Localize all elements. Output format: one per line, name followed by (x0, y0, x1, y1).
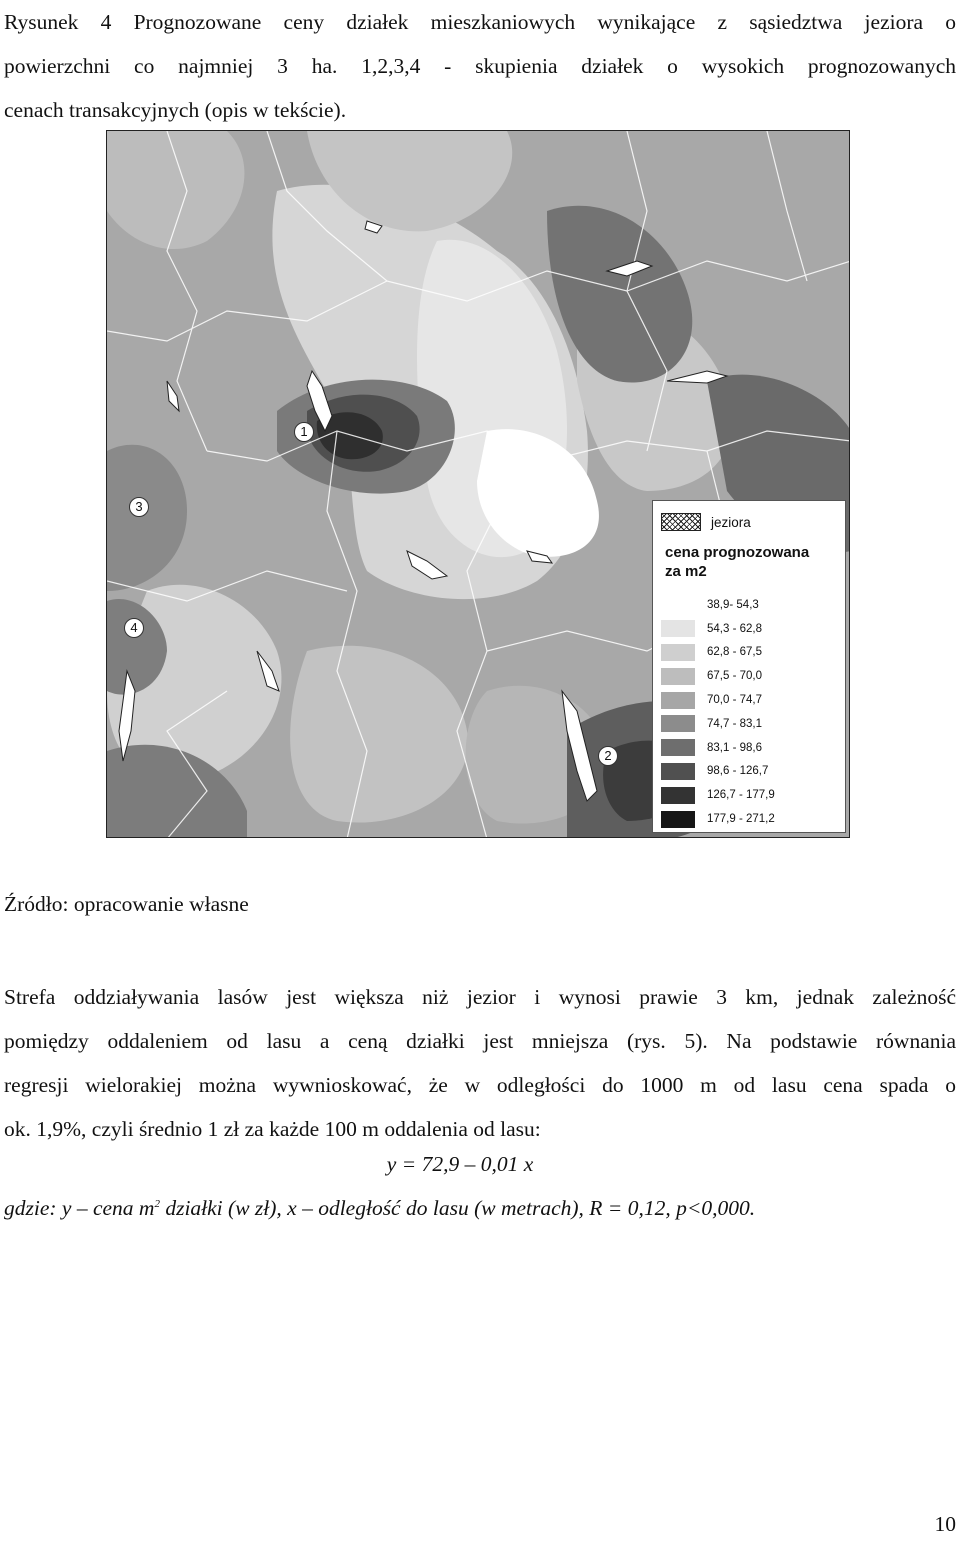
map-legend (652, 500, 846, 833)
caption-line-2: powierzchni co najmniej 3 ha. 1,2,3,4 - skupienia działek o wysokich prognozowanych (4, 54, 956, 78)
legend-class-label: 70,0 - 74,7 (707, 694, 762, 707)
legend-class-label: 38,9- 54,3 (707, 598, 759, 611)
legend-class-label: 126,7 - 177,9 (707, 789, 775, 802)
legend-class-row (661, 593, 775, 617)
legend-title-line-2: za m2 (665, 563, 707, 580)
page-number: 10 (934, 1512, 956, 1536)
legend-class-swatch (661, 668, 695, 685)
equation-explanation (4, 1196, 755, 1221)
legend-class-swatch (661, 763, 695, 780)
legend-class-row (661, 712, 775, 736)
legend-class-swatch (661, 715, 695, 732)
body-paragraph (4, 975, 956, 1151)
body-line-4: ok. 1,9%, czyli średnio 1 zł za każde 100 m oddalenia od lasu: (4, 1117, 541, 1141)
regression-equation: y = 72,9 – 0,01 x (386, 1152, 534, 1176)
legend-class-row (661, 783, 775, 807)
legend-class-label: 67,5 - 70,0 (707, 670, 762, 683)
where-text-after: działki (w zł), x – odległość do lasu (w metrach), R = 0,12, p<0,000. (159, 1196, 756, 1220)
caption-line-1: Rysunek 4 Prognozowane ceny działek mieszkaniowych wynikające z sąsiedztwa jeziora o (4, 10, 956, 34)
legend-class-label: 177,9 - 271,2 (707, 813, 775, 826)
legend-class-row (661, 664, 775, 688)
lakes-hatch-swatch (661, 513, 701, 531)
legend-classes (661, 593, 775, 831)
legend-title-line-1: cena prognozowana (665, 544, 810, 561)
legend-lakes-label: jeziora (711, 514, 751, 530)
legend-lakes (661, 513, 751, 531)
legend-class-swatch (661, 739, 695, 756)
legend-class-swatch (661, 787, 695, 804)
legend-class-label: 83,1 - 98,6 (707, 741, 762, 754)
legend-class-swatch (661, 620, 695, 637)
body-line-2: pomiędzy oddaleniem od lasu a ceną działki jest mniejsza (rys. 5). Na podstawie równania (4, 1029, 956, 1053)
body-line-3: regresji wielorakiej można wywnioskować, że w odległości do 1000 m od lasu cena spada o (4, 1073, 956, 1097)
legend-class-row (661, 807, 775, 831)
cluster-marker-4: 4 (124, 618, 144, 638)
cluster-marker-3: 3 (129, 497, 149, 517)
legend-class-label: 54,3 - 62,8 (707, 622, 762, 635)
legend-class-row (661, 617, 775, 641)
cluster-marker-1: 1 (294, 422, 314, 442)
legend-class-swatch (661, 811, 695, 828)
where-superscript: 2 (154, 1197, 160, 1210)
legend-class-swatch (661, 692, 695, 709)
legend-class-label: 74,7 - 83,1 (707, 717, 762, 730)
legend-class-label: 62,8 - 67,5 (707, 646, 762, 659)
where-text-before: gdzie: y – cena m (4, 1196, 155, 1220)
caption-line-3: cenach transakcyjnych (opis w tekście). (4, 98, 347, 122)
legend-class-row (661, 688, 775, 712)
legend-class-row (661, 760, 775, 784)
legend-class-label: 98,6 - 126,7 (707, 765, 769, 778)
body-line-1: Strefa oddziaływania lasów jest większa niż jezior i wynosi prawie 3 km, jednak zależność (4, 985, 956, 1009)
figure-caption (4, 0, 956, 132)
legend-class-row (661, 641, 775, 665)
legend-class-swatch (661, 596, 695, 613)
figure-source: Źródło: opracowanie własne (4, 892, 249, 916)
cluster-marker-2: 2 (598, 746, 618, 766)
legend-title (665, 543, 809, 581)
legend-class-swatch (661, 644, 695, 661)
legend-class-row (661, 736, 775, 760)
